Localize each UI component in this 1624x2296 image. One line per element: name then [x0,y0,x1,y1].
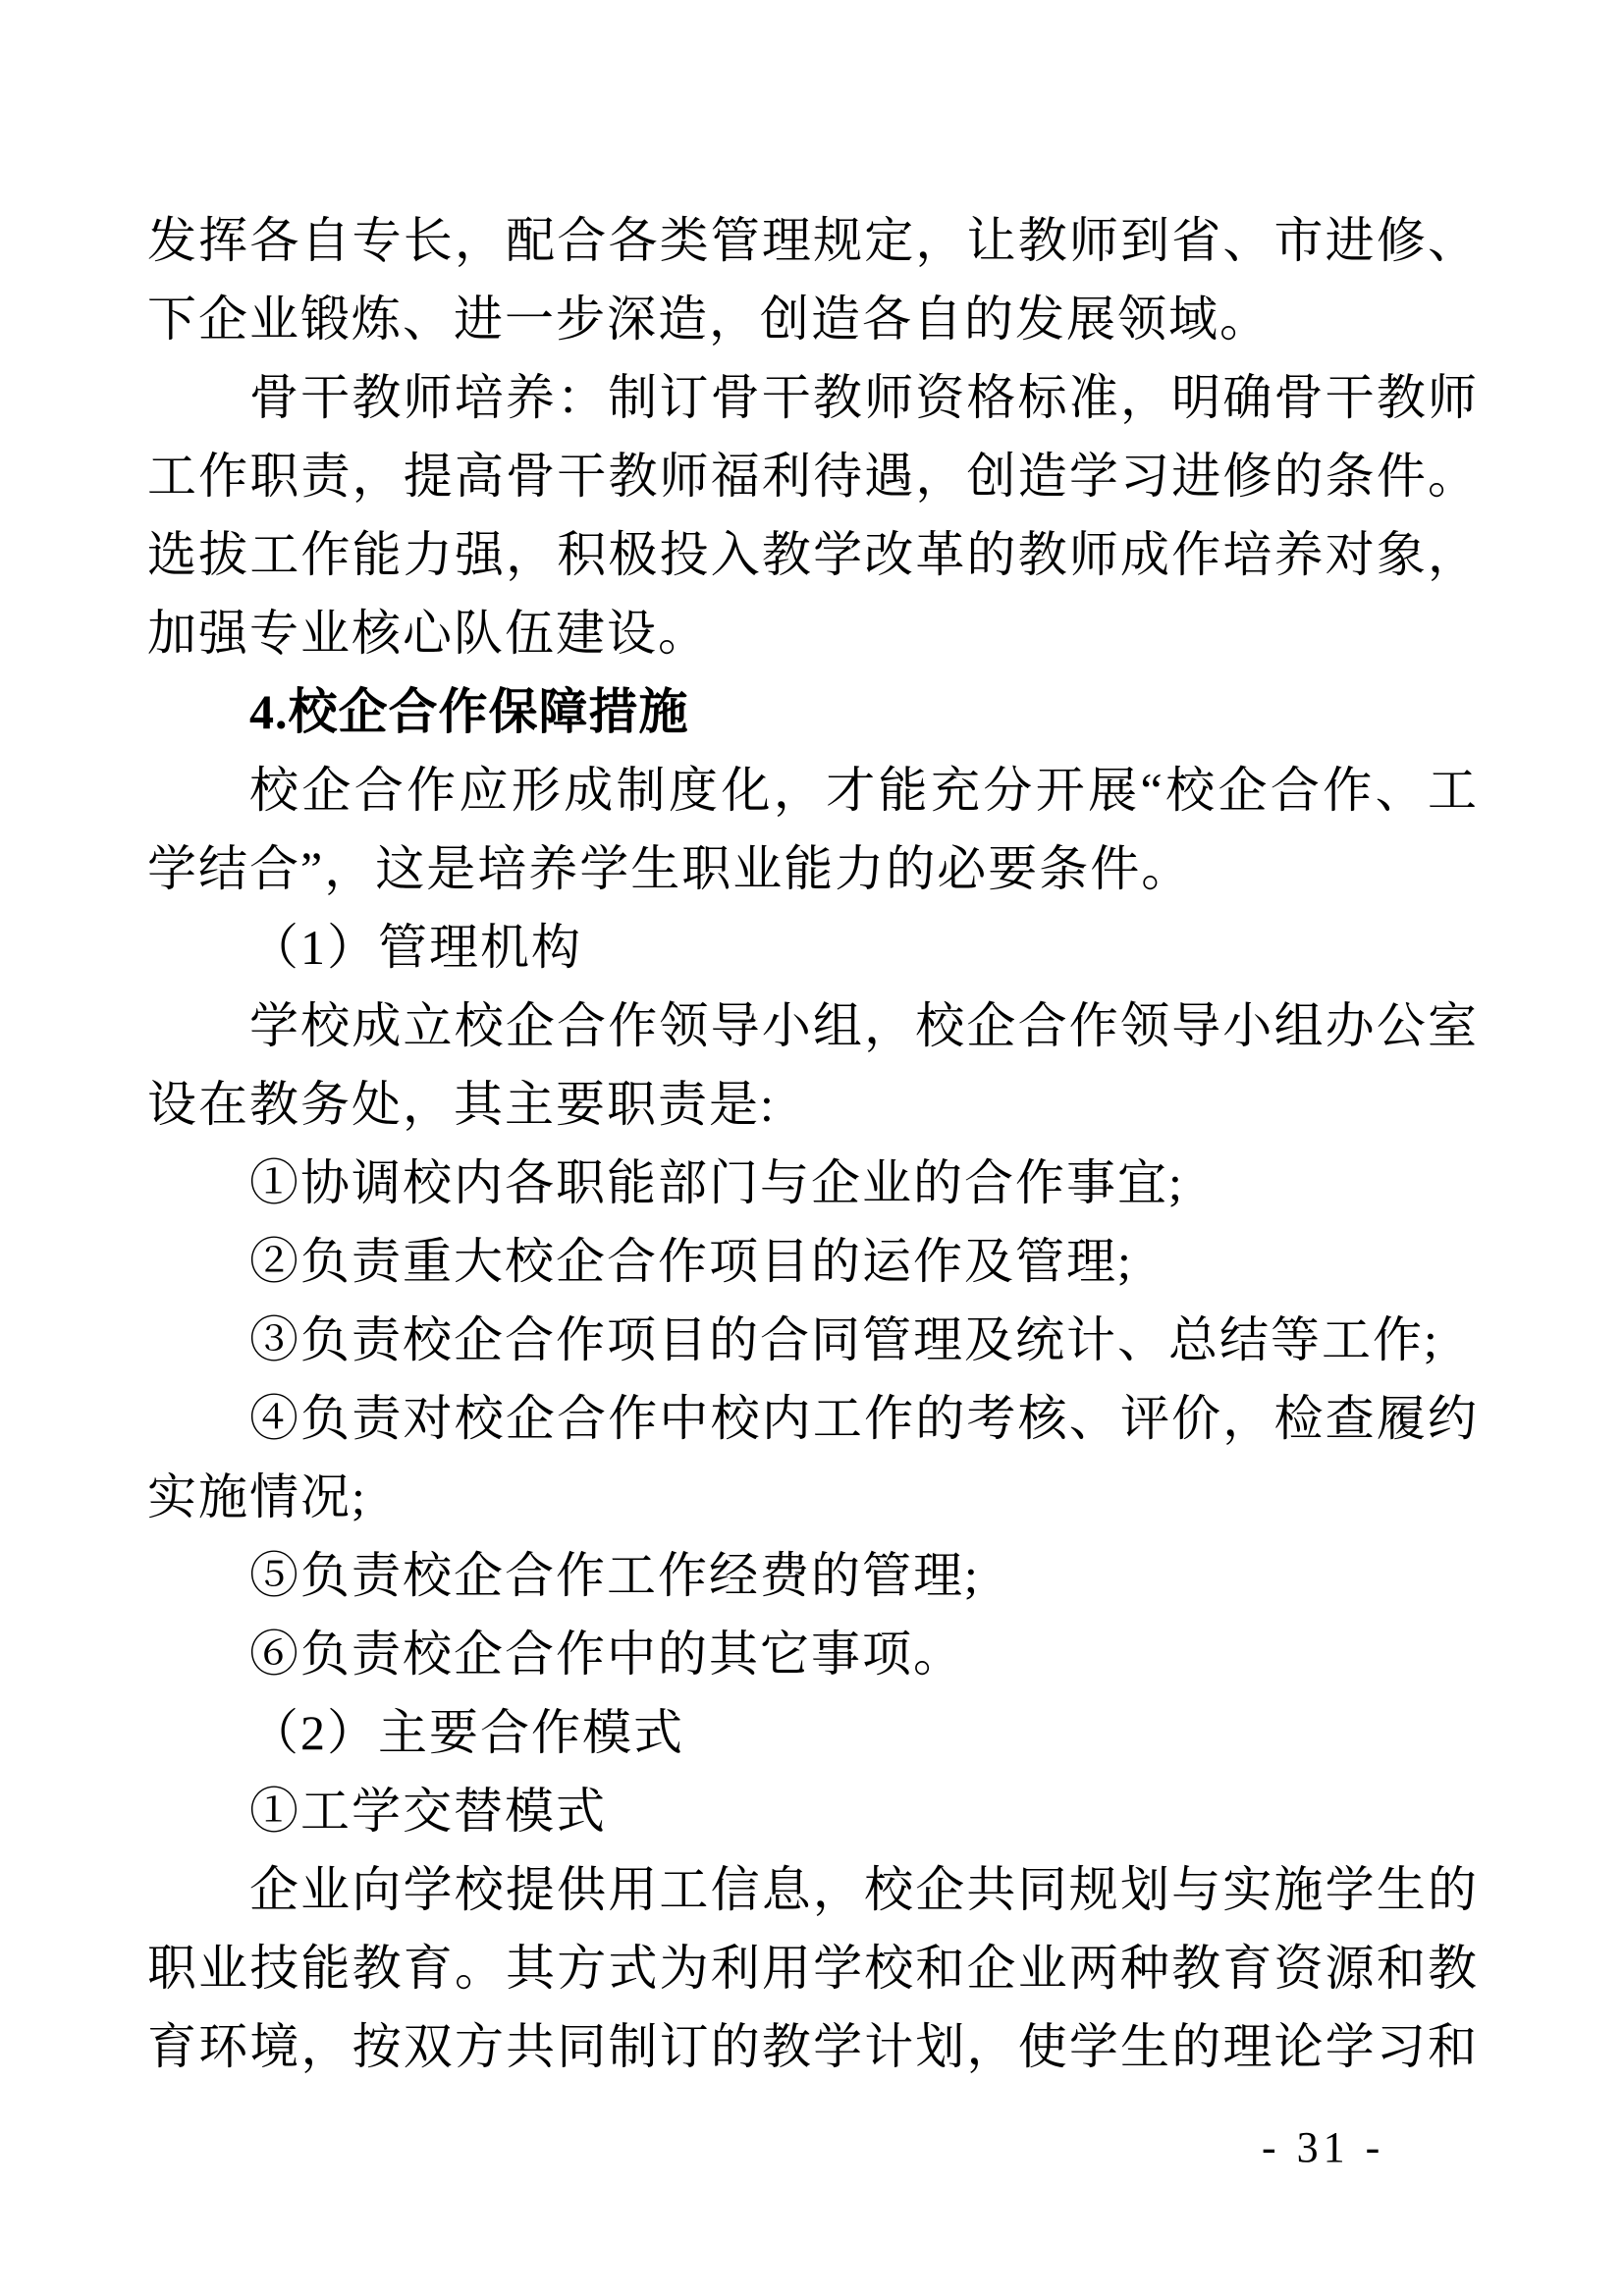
list-item: ②负责重大校企合作项目的运作及管理; [249,1234,1133,1289]
list-item-continued: 实施情况; [147,1469,367,1524]
text-line: 选拔工作能力强，积极投入教学改革的教师成作培养对象， [147,527,1479,582]
subsection-heading: （1）管理机构 [249,920,582,975]
text-line: 企业向学校提供用工信息，校企共同规划与实施学生的 [249,1862,1479,1917]
text-line: 骨干教师培养：制订骨干教师资格标准，明确骨干教师 [249,370,1479,425]
text-line: 下企业锻炼、进一步深造，创造各自的发展领域。 [147,292,1271,347]
text-line: 学结合”，这是培养学生职业能力的必要条件。 [147,841,1193,896]
subsection-heading: （2）主要合作模式 [249,1705,684,1760]
text-line: 工作职责，提高骨干教师福利待遇，创造学习进修的条件。 [147,449,1479,504]
list-item: ③负责校企合作项目的合同管理及统计、总结等工作; [249,1312,1439,1367]
list-item: ④负责对校企合作中校内工作的考核、评价，检查履约 [249,1391,1479,1446]
text-line: 育环境，按双方共同制订的教学计划，使学生的理论学习和 [147,2019,1479,2074]
text-line: 校企合作应形成制度化，才能充分开展“校企合作、工 [249,763,1479,818]
text-line: 职业技能教育。其方式为利用学校和企业两种教育资源和教 [147,1941,1479,1996]
list-item: ①协调校内各职能部门与企业的合作事宜; [249,1155,1184,1210]
text-line: 加强专业核心队伍建设。 [147,606,709,661]
text-line: 设在教务处，其主要职责是: [147,1077,776,1132]
page-number: - 31 - [1262,2123,1385,2171]
list-item: ⑤负责校企合作工作经费的管理; [249,1548,980,1603]
subsection-heading: ①工学交替模式 [249,1784,607,1839]
text-block [147,201,1479,2086]
section-heading: 4.校企合作保障措施 [249,684,689,739]
text-line: 学校成立校企合作领导小组，校企合作领导小组办公室 [249,998,1479,1053]
list-item: ⑥负责校企合作中的其它事项。 [249,1627,964,1682]
text-line: 发挥各自专长，配合各类管理规定，让教师到省、市进修、 [147,213,1479,268]
